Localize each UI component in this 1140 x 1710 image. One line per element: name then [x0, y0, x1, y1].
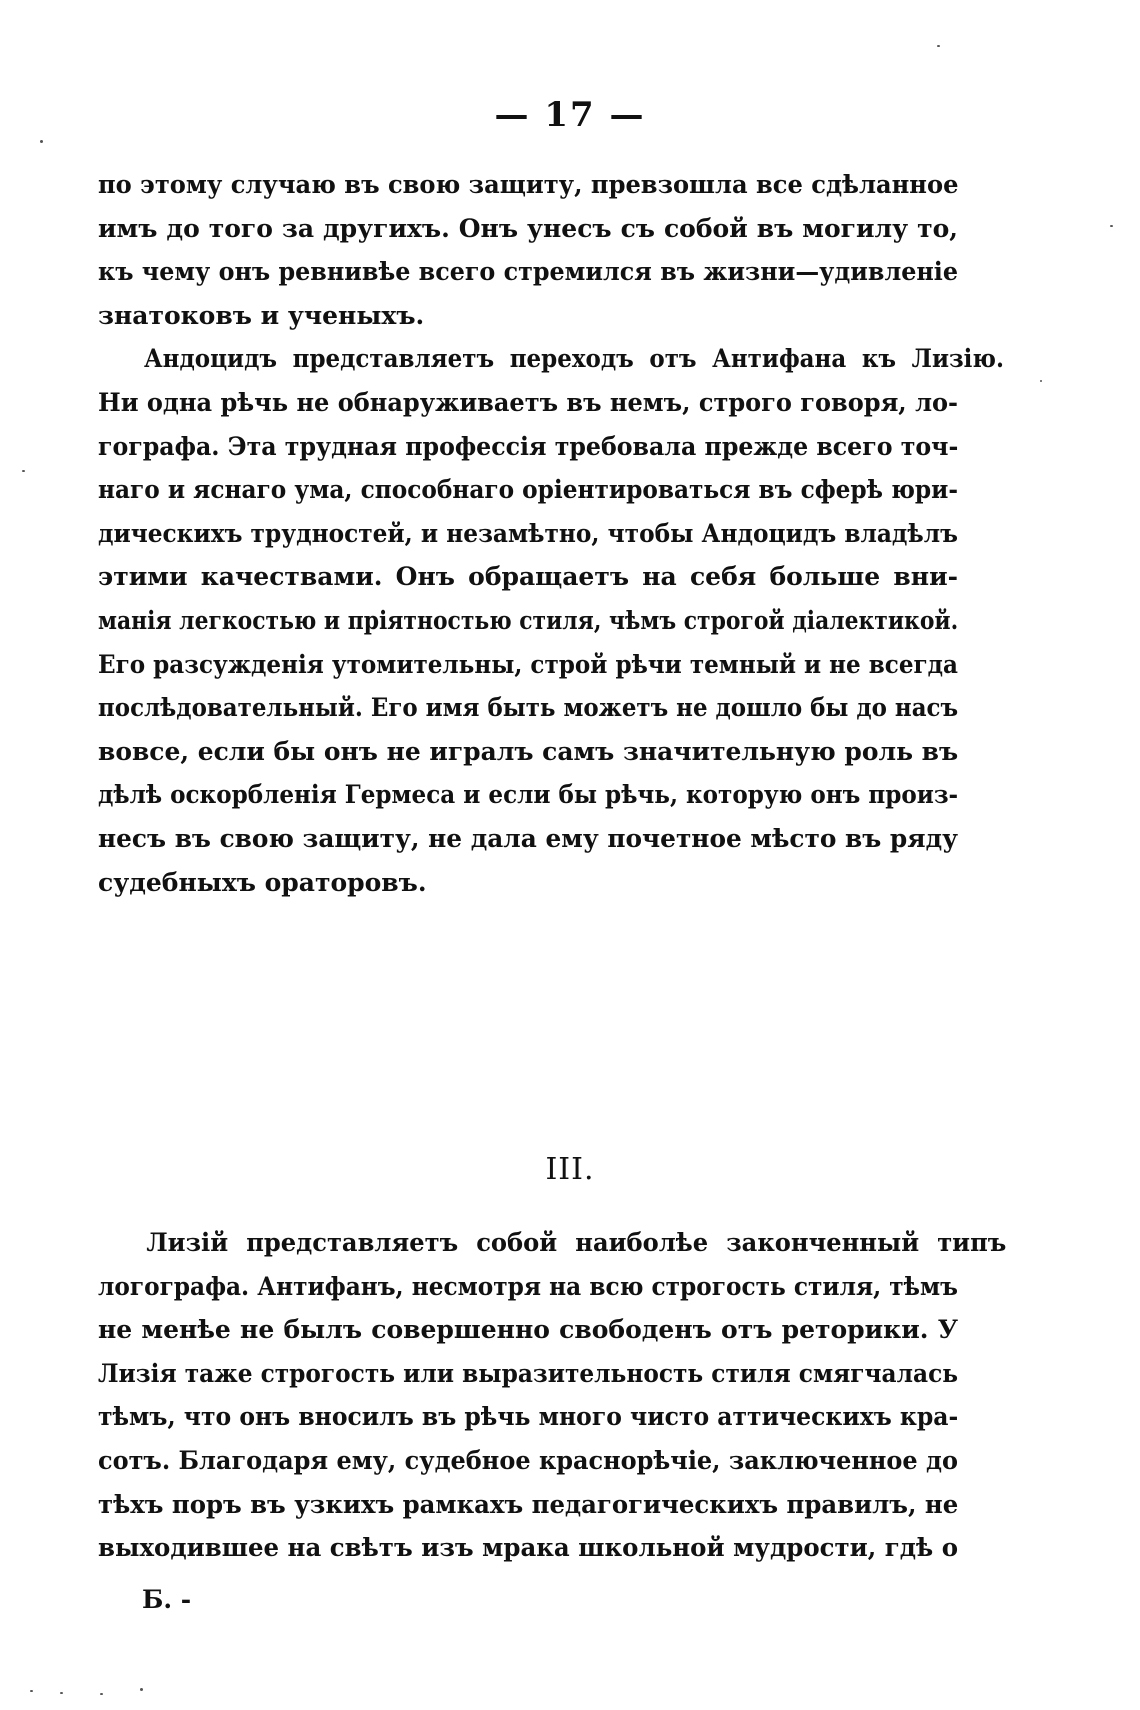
text-line: гографа. Эта трудная профессія требовала прежде всего точ-: [98, 431, 959, 461]
scan-speck: [1040, 380, 1042, 382]
scan-speck: [22, 470, 25, 472]
text-line: дѣлѣ оскорбленія Гермеса и если бы рѣчь, которую онъ произ-: [98, 780, 959, 810]
text-line: послѣдовательный. Его имя быть можетъ не дошло бы до насъ: [98, 693, 959, 723]
text-line: не менѣе не былъ совершенно свободенъ отъ реторики. У: [98, 1315, 958, 1345]
text-line: Его разсужденія утомительны, строй рѣчи темный и не всегда: [98, 649, 958, 679]
text-block-top: [98, 163, 1004, 904]
text-line: Лизій представляетъ собой наиболѣе законченный типъ: [146, 1228, 1007, 1257]
paragraph: [98, 1221, 1007, 1570]
text-line: Ни одна рѣчь не обнаруживаетъ въ немъ, строго говоря, ло-: [98, 387, 958, 417]
scan-speck: [937, 45, 940, 47]
text-line: тѣмъ, что онъ вносилъ въ рѣчь много чисто аттическихъ кра-: [98, 1402, 959, 1432]
scan-speck: [100, 1693, 103, 1695]
text-line: выходившее на свѣтъ изъ мрака школьной мудрости, гдѣ о: [98, 1533, 958, 1563]
text-line: имъ до того за другихъ. Онъ унесъ съ собой въ могилу то,: [98, 213, 958, 243]
text-line: наго и яснаго ума, способнаго оріентироваться въ сферѣ юри-: [98, 475, 958, 505]
text-line: по этому случаю въ свою защиту, превзошла все сдѣланное: [98, 170, 959, 199]
text-line: вовсе, если бы онъ не игралъ самъ значительную роль въ: [98, 736, 959, 766]
section-heading: III.: [545, 1152, 595, 1187]
text-line: несъ въ свою защиту, не дала ему почетное мѣсто въ ряду: [98, 823, 958, 853]
text-line: тѣхъ поръ въ узкихъ рамкахъ педагогическихъ правилъ, не: [98, 1489, 959, 1519]
text-line: дическихъ трудностей, и незамѣтно, чтобы Андоцидъ владѣлъ: [98, 518, 958, 548]
text-line: судебныхъ ораторовъ.: [98, 867, 427, 897]
text-line: Лизія таже строгость или выразительность стиля смягчалась: [98, 1358, 958, 1388]
text-line: Андоцидъ представляетъ переходъ отъ Антифана къ Лизію.: [143, 344, 1004, 374]
text-line: манія легкостью и пріятностью стиля, чѣмъ строгой діалектикой.: [98, 605, 959, 635]
paragraph: [98, 337, 1004, 904]
text-line: этими качествами. Онъ обращаетъ на себя больше вни-: [98, 562, 958, 592]
signature-mark: Б. -: [142, 1585, 192, 1614]
scan-speck: [40, 140, 43, 143]
scan-speck: [1110, 225, 1113, 227]
page-number: — 17 —: [494, 95, 646, 135]
text-block-bottom: [98, 1221, 1007, 1570]
text-line: логографа. Антифанъ, несмотря на всю строгость стиля, тѣмъ: [98, 1271, 958, 1301]
scan-speck: [30, 1690, 33, 1692]
paragraph: [98, 163, 958, 337]
scan-speck: [60, 1692, 63, 1694]
text-line: знатоковъ и ученыхъ.: [98, 300, 425, 330]
text-line: сотъ. Благодаря ему, судебное краснорѣчіе, заключенное до: [98, 1445, 958, 1475]
text-line: къ чему онъ ревнивѣе всего стремился въ жизни—удивленіе: [98, 257, 958, 287]
scan-speck: [140, 1688, 143, 1691]
